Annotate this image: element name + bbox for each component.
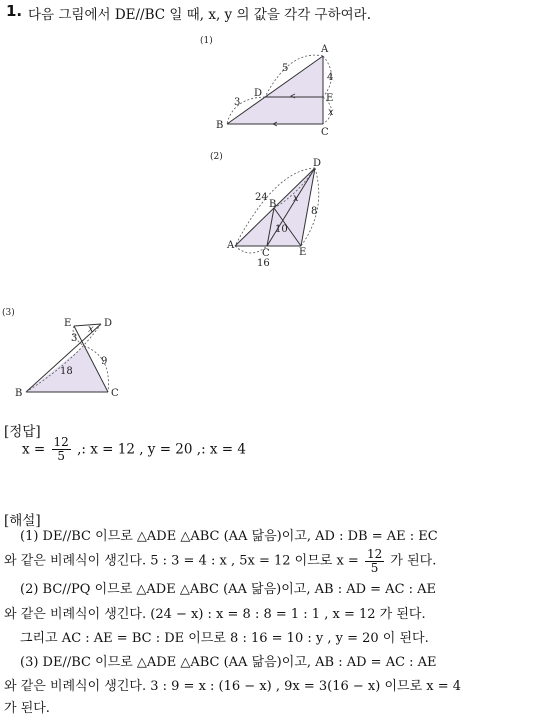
fig3-label-18: 18 (60, 366, 73, 377)
fig3-label-3: 3 (71, 333, 78, 344)
question-number: 1. (6, 2, 23, 20)
fig2-label-x: x (293, 193, 299, 204)
fig3-label-B: B (15, 388, 23, 399)
answer-fraction-num: 12 (53, 435, 69, 449)
fig3-tag: (3) (2, 308, 15, 318)
explanation-line-2a: 와 같은 비례식이 생긴다. 5 : 3 = 4 : x , 5x = 12 이므로 x = (4, 553, 359, 569)
explanation-line-1: (1) DE//BC 이므로 △ADE △ABC (AA 닮음)이고, AD : DB = AE : EC (20, 529, 438, 544)
answer-line (22, 436, 246, 463)
fig2-label-E: E (299, 247, 307, 258)
fig1-label-B: B (216, 120, 224, 131)
explanation-line-3: (2) BC//PQ 이므로 △ADE △ABC (AA 닮음)이고, AB : AD = AC : AE (20, 582, 437, 597)
fig1-label-D: D (254, 88, 263, 99)
explanation-line-2b: 가 된다. (390, 553, 437, 569)
fig1-label-A: A (321, 44, 329, 55)
explanation-line-4: 와 같은 비례식이 생긴다. (24 − x) : x = 8 : 8 = 1 : 1 , x = 12 가 된다. (4, 607, 426, 622)
fig2-label-A: A (227, 240, 235, 251)
fig2-label-16: 16 (257, 258, 270, 269)
fig3-label-D: D (104, 318, 113, 329)
figure-3 (0, 306, 130, 402)
fig2-label-D: D (313, 158, 322, 169)
explanation-fraction-num: 12 (366, 547, 383, 561)
answer-x-lhs: x = (22, 441, 46, 458)
fig2-label-B: B (269, 199, 277, 210)
fig3-label-C: C (111, 388, 119, 399)
explanation-line-6: (3) DE//BC 이므로 △ADE △ABC (AA 닮음)이고, AB : AD = AC : AE (20, 655, 437, 670)
fig1-label-4: 4 (327, 72, 334, 83)
fig3-label-x: x (88, 324, 94, 335)
fig1-label-3: 3 (234, 97, 241, 108)
answer-heading: [정답] (4, 424, 41, 440)
fig2-tag: (2) (210, 152, 223, 162)
explanation-line-2 (4, 548, 436, 575)
answer-fraction-den: 5 (57, 449, 65, 463)
fig1-label-x: x (328, 107, 334, 118)
explanation-fraction-den: 5 (370, 561, 379, 575)
fig2-label-24: 24 (255, 192, 268, 203)
explanation-line-7: 와 같은 비례식이 생긴다. 3 : 9 = x : (16 − x) , 9x = 3(16 − x) 이므로 x = 4 (4, 679, 462, 694)
fig2-label-10: 10 (275, 224, 288, 235)
answer-fraction (52, 436, 71, 463)
figure-1 (195, 34, 345, 139)
explanation-line-8: 가 된다. (4, 701, 50, 716)
explanation-fraction (365, 548, 384, 575)
explanation-heading: [해설] (4, 513, 41, 529)
explanation-line-5: 그리고 AC : AE = BC : DE 이므로 8 : 16 = 10 : y , y = 20 이 된다. (20, 631, 429, 646)
fig3-label-E: E (64, 318, 72, 329)
fig3-label-9: 9 (101, 356, 108, 367)
fig1-label-E: E (326, 93, 334, 104)
question-text: 다음 그림에서 DE//BC 일 때, x, y 의 값을 각각 구하여라. (28, 7, 371, 23)
answer-rest: ,: x = 12 , y = 20 ,: x = 4 (77, 441, 247, 458)
fig2-label-C: C (262, 248, 270, 259)
figure-2 (205, 150, 335, 270)
fig1-label-5: 5 (282, 63, 289, 74)
fig2-label-8: 8 (311, 206, 318, 217)
fig1-tag: (1) (200, 36, 213, 46)
fig1-label-C: C (321, 127, 329, 138)
